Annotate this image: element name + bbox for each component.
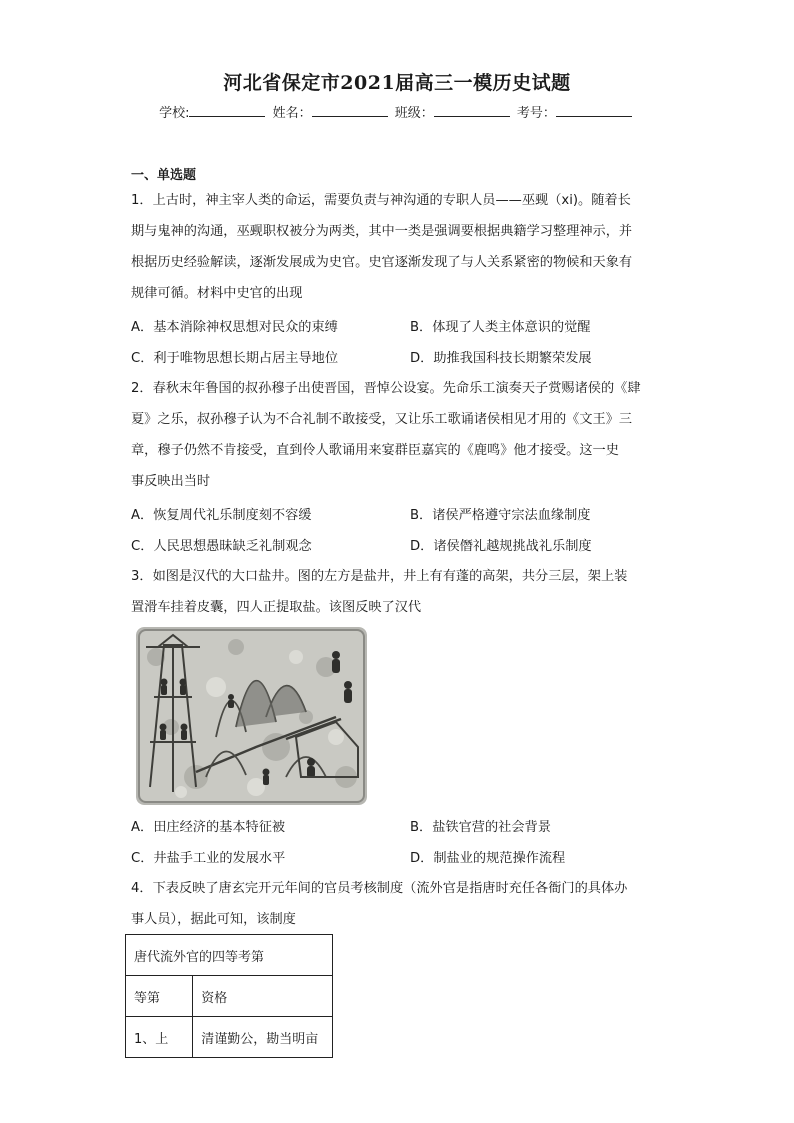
school-label: 学校: — [159, 106, 190, 121]
student-info-line — [0, 102, 794, 121]
name-blank[interactable] — [312, 104, 388, 117]
question-line: 根据历史经验解读，逐渐发展成为史官。史官逐渐发现了与人关系紧密的物候和天象有 — [131, 255, 633, 270]
option-2d[interactable]: D．诸侯僭礼越规挑战礼乐制度 — [410, 539, 592, 554]
option-3c[interactable]: C．井盐手工业的发展水平 — [131, 851, 286, 866]
school-blank[interactable] — [189, 104, 265, 117]
exam-no-blank[interactable] — [556, 104, 632, 117]
option-1b[interactable]: B．体现了人类主体意识的觉醒 — [410, 320, 591, 335]
question-line: 事反映出当时 — [131, 474, 211, 489]
question-1-stem — [131, 185, 661, 309]
option-2a[interactable]: A．恢复周代礼乐制度刻不容缓 — [131, 508, 312, 523]
assessment-table — [125, 934, 333, 1058]
table-header: 等第 — [126, 976, 193, 1017]
question-line: 4．下表反映了唐玄完开元年间的官员考核制度（流外官是指唐时充任各衙门的具体办 — [131, 881, 628, 896]
question-line: 夏》之乐，叔孙穆子认为不合礼制不敢接受，又让乐工歌诵诸侯相见才用的《文王》三 — [131, 412, 633, 427]
table-cell: 清谨勤公，勘当明亩 — [193, 1017, 333, 1058]
question-line: 章，穆子仍然不肯接受，直到伶人歌诵用来宴群臣嘉宾的《鹿鸣》他才接受。这一史 — [131, 443, 619, 458]
option-3a[interactable]: A．田庄经济的基本特征被 — [131, 820, 286, 835]
exam-no-label: 考号： — [516, 106, 556, 121]
question-4-stem — [131, 873, 661, 935]
name-label: 姓名： — [272, 106, 312, 121]
table-caption: 唐代流外官的四等考第 — [126, 935, 333, 976]
page-title: 河北省保定市2021届高三一模历史试题 — [223, 72, 571, 94]
table-row — [126, 1017, 333, 1058]
question-2-stem — [131, 373, 661, 497]
option-2c[interactable]: C．人民思想愚昧缺乏礼制观念 — [131, 539, 312, 554]
question-line: 2．春秋末年鲁国的叔孙穆子出使晋国，晋悼公设宴。先命乐工演奏天子赏赐诸侯的《肆 — [131, 381, 641, 396]
question-line: 1．上古时，神主宰人类的命运，需要负责与神沟通的专职人员——巫觋（xi)。随着长 — [131, 193, 631, 208]
question-line: 置滑车挂着皮囊，四人正提取盐。该图反映了汉代 — [131, 600, 422, 615]
question-line: 期与鬼神的沟通，巫觋职权被分为两类，其中一类是强调要根据典籍学习整理神示，并 — [131, 224, 633, 239]
table-header: 资格 — [193, 976, 333, 1017]
question-3-stem — [131, 561, 661, 623]
section-title: 一、单选题 — [131, 168, 197, 183]
salt-well-rubbing-image — [136, 627, 367, 805]
option-1d[interactable]: D．助推我国科技长期繁荣发展 — [410, 351, 592, 366]
question-line: 事人员），据此可知，该制度 — [131, 912, 296, 927]
table-cell: 1、上 — [126, 1017, 193, 1058]
class-blank[interactable] — [434, 104, 510, 117]
question-line: 规律可循。材料中史官的出现 — [131, 286, 303, 301]
option-3b[interactable]: B．盐铁官营的社会背景 — [410, 820, 551, 835]
option-3d[interactable]: D．制盐业的规范操作流程 — [410, 851, 566, 866]
class-label: 班级： — [394, 106, 434, 121]
option-1a[interactable]: A．基本消除神权思想对民众的束缚 — [131, 320, 338, 335]
option-1c[interactable]: C．利于唯物思想长期占居主导地位 — [131, 351, 339, 366]
option-2b[interactable]: B．诸侯严格遵守宗法血缘制度 — [410, 508, 591, 523]
question-line: 3．如图是汉代的大口盐井。图的左方是盐井，井上有有蓬的高架，共分三层，架上装 — [131, 569, 628, 584]
